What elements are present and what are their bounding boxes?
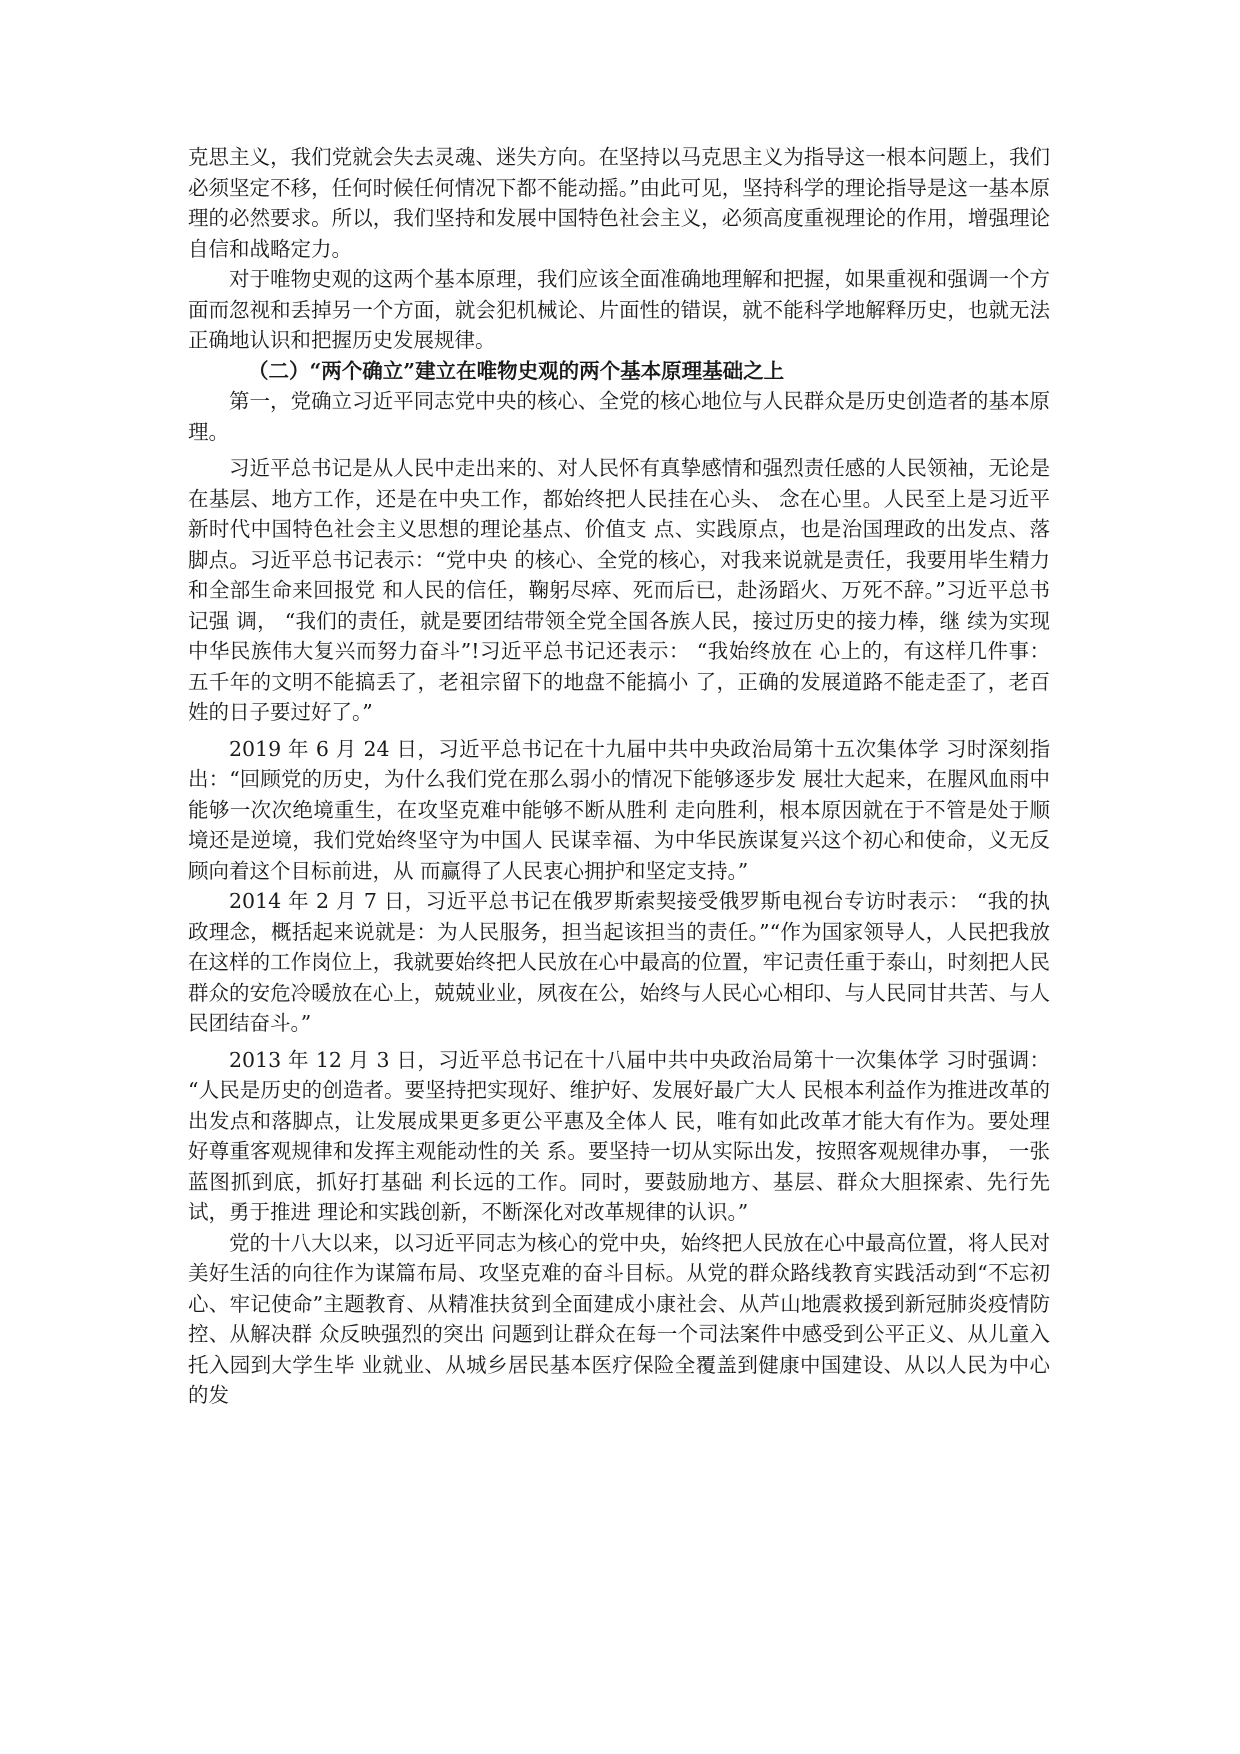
body-paragraph-4: 2014 年 2 月 7 日，习近平总书记在俄罗斯索契接受俄罗斯电视台专访时表示： “我的执政理念，概括起来说就是：为人民服务，担当起该担当的责任。”“作为国家领导人，人民把我放在这样的工作岗位上，我就要始终把人民放在心中最高的位置，牢记责任重于泰山，时刻把人民群众的安危冷暖放在心上，兢兢业业，夙夜在公，始终与人民心心相印、与人民同甘共苦、与人民团结奋斗。” [188, 889, 1050, 1035]
body-paragraph-3: 2019 年 6 月 24 日，习近平总书记在十九届中共中央政治局第十五次集体学 习时深刻指出：“回顾党的历史，为什么我们党在那么弱小的情况下能够逐步发 展壮大起来，在腥风血雨中能够一次次绝境重生，在攻坚克难中能够不断从胜利 走向胜利，根本原因就在于不管是处于顺境还是逆境，我们党始终坚守为中国人 民谋幸福、为中华民族谋复兴这个初心和使命，义无反顾向着这个目标前进，从 而赢得了人民衷心拥护和坚定支持。” [188, 736, 1050, 883]
document-page [188, 142, 1050, 1411]
paragraph-2: 对于唯物史观的这两个基本原理，我们应该全面准确地理解和把握，如果重视和强调一个方面而忽视和丢掉另一个方面，就会犯机械论、片面性的错误，就不能科学地解释历史，也就无法正确地认识和把握历史发展规律。 [188, 267, 1050, 352]
body-paragraph-2: 习近平总书记是从人民中走出来的、对人民怀有真挚感情和强烈责任感的人民领袖，无论是在基层、地方工作，还是在中央工作，都始终把人民挂在心头、 念在心里。人民至上是习近平新时代中国特色社会主义思想的理论基点、价值支 点、实践原点，也是治国理政的出发点、落脚点。习近平总书记表示：“党中央 的核心、全党的核心，对我来说就是责任，我要用毕生精力和全部生命来回报党 和人民的信任，鞠躬尽瘁、死而后已，赴汤蹈火、万死不辞。”习近平总书记强 调， “我们的责任，就是要团结带领全党全国各族人民，接过历史的接力棒，继 续为实现中华民族伟大复兴而努力奋斗”!习近平总书记还表示： “我始终放在 心上的，有这样几件事：五千年的文明不能搞丢了，老祖宗留下的地盘不能搞小 了，正确的发展道路不能走歪了，老百姓的日子要过好了。” [188, 456, 1050, 724]
body-paragraph-1: 第一，党确立习近平同志党中央的核心、全党的核心地位与人民群众是历史创造者的基本原理。 [188, 389, 1050, 444]
body-paragraph-5: 2013 年 12 月 3 日，习近平总书记在十八届中共中央政治局第十一次集体学 习时强调： “人民是历史的创造者。要坚持把实现好、维护好、发展好最广大人 民根本利益作为推进改革的出发点和落脚点，让发展成果更多更公平惠及全体人 民，唯有如此改革才能大有作为。要处理好尊重客观规律和发挥主观能动性的关 系。要坚持一切从实际出发，按照客观规律办事， 一张蓝图抓到底，抓好打基础 利长远的工作。同时，要鼓励地方、基层、群众大胆探索、先行先试，勇于推进 理论和实践创新，不断深化对改革规律的认识。” [188, 1047, 1050, 1224]
body-paragraph-6: 党的十八大以来，以习近平同志为核心的党中央，始终把人民放在心中最高位置，将人民对美好生活的向往作为谋篇布局、攻坚克难的奋斗目标。从党的群众路线教育实践活动到“不忘初心、牢记使命”主题教育、从精准扶贫到全面建成小康社会、从芦山地震救援到新冠肺炎疫情防控、从解决群 众反映强烈的突出 问题到让群众在每一个司法案件中感受到公平正义、从儿童入托入园到大学生毕 业就业、从城乡居民基本医疗保险全覆盖到健康中国建设、从以人民为中心的发 [188, 1230, 1050, 1407]
paragraph-1: 克思主义，我们党就会失去灵魂、迷失方向。在坚持以马克思主义为指导这一根本问题上，我们必须坚定不移，任何时候任何情况下都不能动摇。”由此可见，坚持科学的理论指导是这一基本原理的必然要求。所以，我们坚持和发展中国特色社会主义，必须高度重视理论的作用，增强理论自信和战略定力。 [188, 145, 1050, 261]
section-heading: （二）“两个确立”建立在唯物史观的两个基本原理基础之上 [248, 358, 785, 383]
